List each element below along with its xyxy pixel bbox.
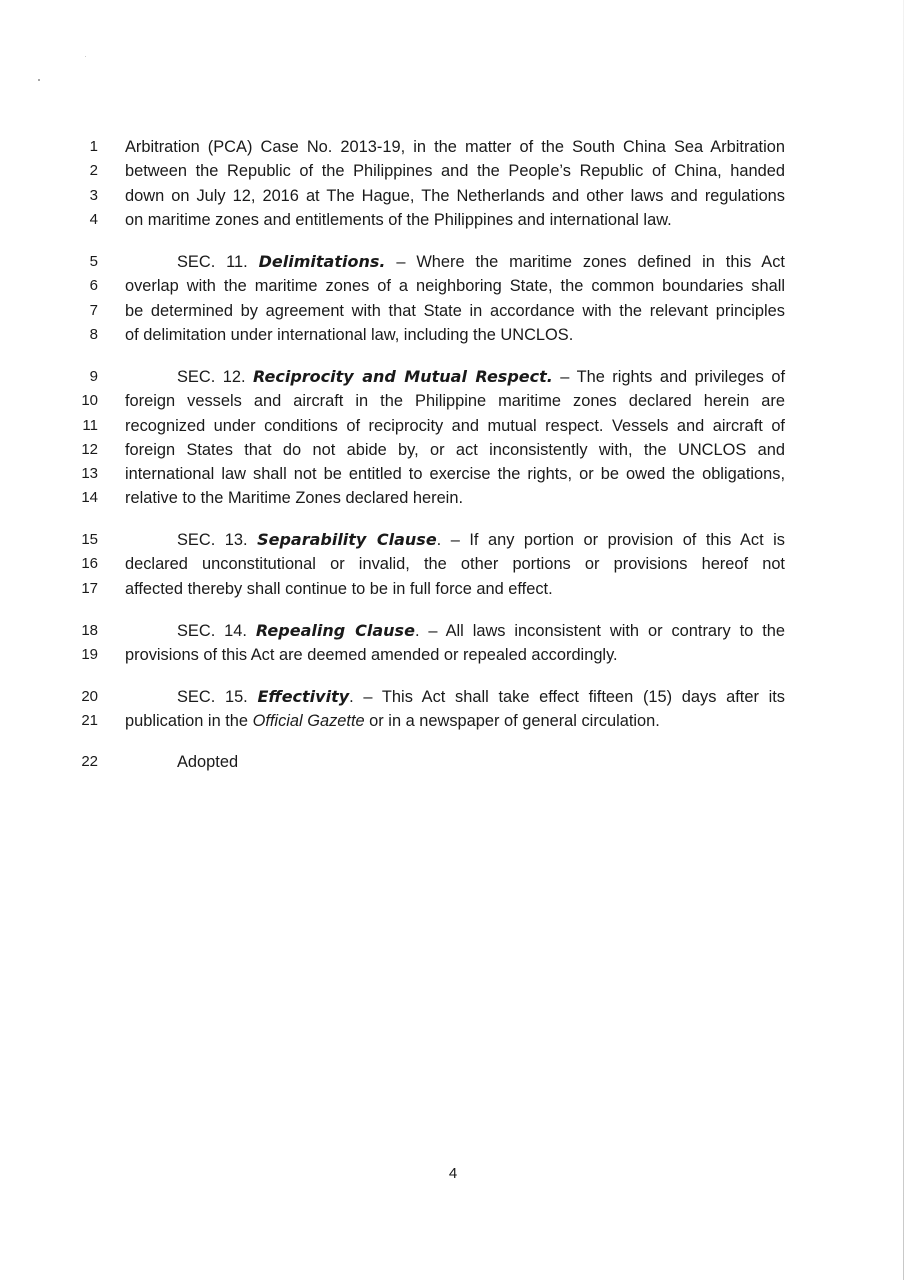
line-text: relative to the Maritime Zones declared herein. (125, 489, 463, 508)
section-heading: Delimitations. (258, 252, 386, 271)
section-dash: . – (436, 531, 470, 549)
document-line (0, 250, 906, 274)
document-line (0, 299, 906, 323)
line-number: 8 (89, 325, 98, 343)
line-text (125, 685, 785, 709)
document-line (0, 486, 906, 510)
line-number: 16 (81, 555, 98, 573)
line-text: be determined by agreement with that State in accordance with the relevant principles (125, 301, 785, 320)
line-body: publication in the (125, 712, 253, 731)
line-body: Where the maritime zones defined in this Act (416, 253, 785, 271)
document-line (0, 365, 906, 389)
line-text (125, 619, 785, 643)
line-number: 12 (81, 440, 98, 458)
section-dash: . – (414, 622, 446, 640)
section-heading: Effectivity (257, 687, 350, 706)
document-line (0, 750, 906, 774)
section-number: SEC. 14. (177, 622, 247, 640)
paragraph-continuation (0, 135, 906, 232)
document-line (0, 159, 906, 183)
document-line (0, 577, 906, 601)
line-number: 22 (81, 753, 98, 770)
line-number: 18 (81, 622, 98, 639)
document-line (0, 438, 906, 462)
line-number: 19 (81, 646, 98, 664)
document-line (0, 184, 906, 208)
section-11 (0, 250, 906, 347)
line-number: 11 (82, 416, 98, 434)
document-line (0, 709, 906, 733)
section-heading: Reciprocity and Mutual Respect. (252, 367, 553, 386)
document-line (0, 462, 906, 486)
line-text: between the Republic of the Philippines and the People’s Republic of China, handed (125, 162, 785, 181)
document-line (0, 685, 906, 709)
line-body: This Act shall take effect fifteen (15) days after its (381, 688, 785, 706)
line-body: All laws inconsistent with or contrary to the (445, 622, 785, 640)
scan-speck (38, 79, 40, 81)
line-text (125, 528, 785, 552)
line-body: or in a newspaper of general circulation. (364, 712, 660, 731)
section-heading: Separability Clause (257, 530, 437, 549)
section-14 (0, 619, 906, 668)
line-number: 9 (89, 368, 98, 385)
line-number: 7 (89, 301, 98, 319)
line-number: 13 (81, 465, 98, 483)
line-number: 21 (81, 712, 98, 730)
line-number: 14 (81, 489, 98, 507)
line-number: 1 (89, 138, 98, 155)
document-line (0, 619, 906, 643)
line-text: declared unconstitutional or invalid, the other portions or provisions hereof not (125, 555, 785, 574)
section-number: SEC. 11. (177, 253, 248, 271)
line-number: 2 (89, 162, 98, 180)
section-number: SEC. 15. (177, 688, 248, 706)
line-text: international law shall not be entitled to exercise the rights, or be owed the obligations, (125, 465, 785, 484)
section-13 (0, 528, 906, 601)
line-text: foreign vessels and aircraft in the Philippine maritime zones declared herein are (125, 392, 785, 411)
document-line (0, 414, 906, 438)
document-line (0, 274, 906, 298)
document-line (0, 552, 906, 576)
line-text: affected thereby shall continue to be in full force and effect. (125, 579, 553, 598)
line-number: 10 (81, 392, 98, 410)
section-12 (0, 365, 906, 511)
line-text: down on July 12, 2016 at The Hague, The Netherlands and other laws and regulations (125, 186, 785, 205)
document-line (0, 135, 906, 159)
line-number: 4 (89, 210, 98, 228)
section-dash: . – (349, 688, 382, 706)
line-text: overlap with the maritime zones of a neighboring State, the common boundaries shall (125, 277, 785, 296)
section-number: SEC. 13. (177, 531, 248, 549)
line-number: 6 (89, 277, 98, 295)
page-number: 4 (448, 1165, 458, 1182)
line-text: on maritime zones and entitlements of the Philippines and international law. (125, 210, 672, 229)
line-text: foreign States that do not abide by, or act inconsistently with, the UNCLOS and (125, 440, 785, 459)
adopted-line (0, 750, 906, 774)
line-text: Adopted (177, 753, 239, 771)
section-number: SEC. 12. (177, 368, 246, 386)
line-text: Arbitration (PCA) Case No. 2013-19, in the matter of the South China Sea Arbitration (125, 138, 785, 156)
line-text: provisions of this Act are deemed amended or repealed accordingly. (125, 646, 618, 665)
line-text: of delimitation under international law, including the UNCLOS. (125, 325, 574, 344)
line-text (125, 709, 785, 733)
scan-speck (85, 56, 86, 57)
line-body: If any portion or provision of this Act is (469, 531, 785, 549)
section-dash: – (385, 253, 417, 271)
line-number: 17 (81, 579, 98, 597)
line-text (125, 365, 785, 389)
section-15 (0, 685, 906, 734)
document-line (0, 643, 906, 667)
document-line (0, 389, 906, 413)
line-text: recognized under conditions of reciprocity and mutual respect. Vessels and aircraft of (125, 416, 785, 435)
document-line (0, 323, 906, 347)
line-body: The rights and privileges of (576, 368, 785, 386)
official-gazette-title: Official Gazette (252, 712, 365, 731)
document-line (0, 528, 906, 552)
line-text (125, 250, 785, 274)
section-dash: – (552, 368, 577, 386)
line-number: 5 (89, 253, 98, 270)
section-heading: Repealing Clause (255, 621, 415, 640)
document-line (0, 208, 906, 232)
line-number: 15 (81, 531, 98, 548)
line-number: 3 (89, 186, 98, 204)
line-number: 20 (81, 688, 98, 705)
